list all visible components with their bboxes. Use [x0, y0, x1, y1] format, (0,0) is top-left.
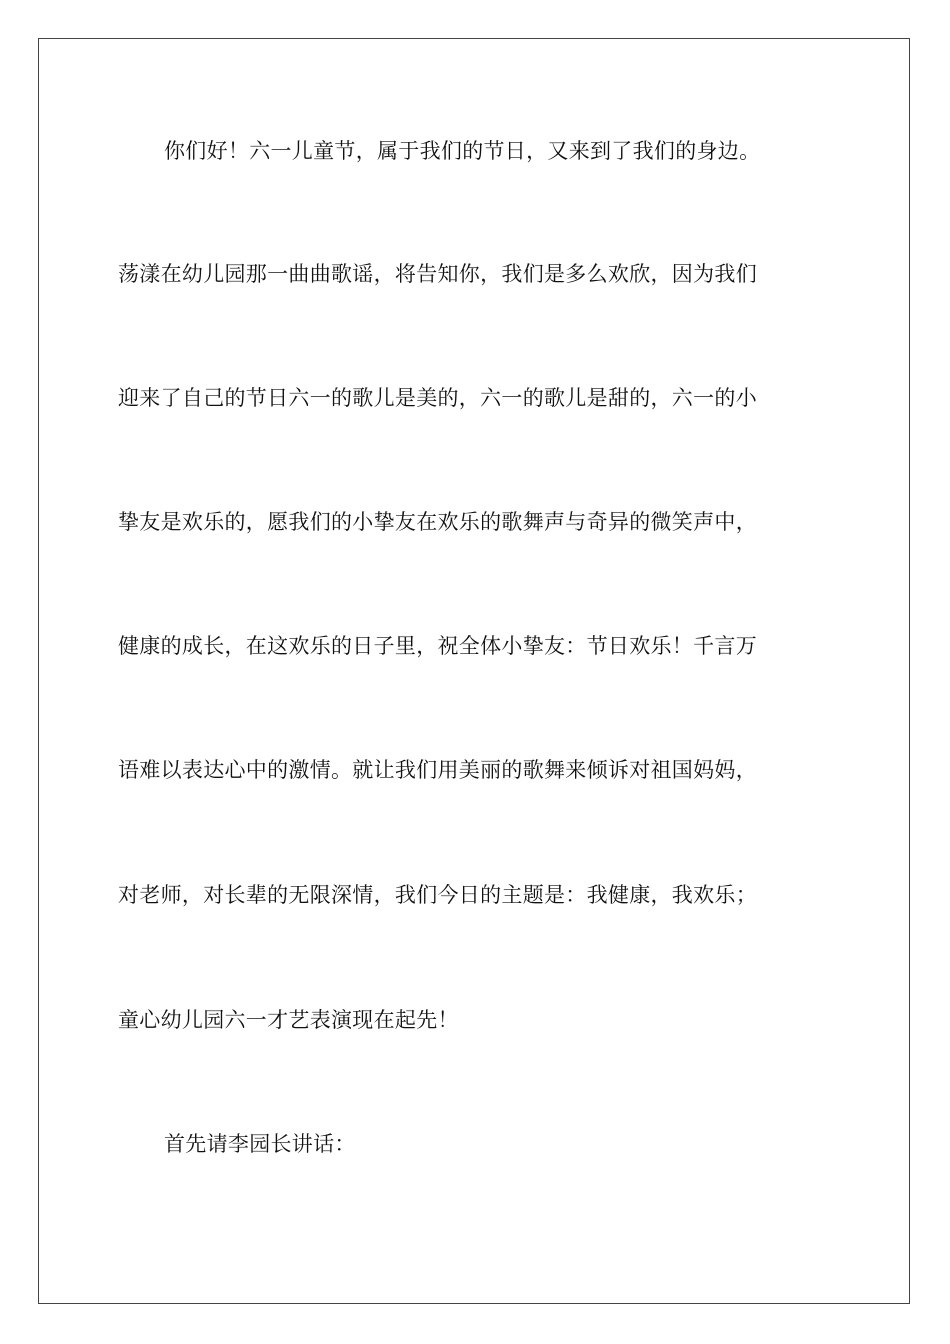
paragraph-line-4: 挚友是欢乐的，愿我们的小挚友在欢乐的歌舞声与奇异的微笑声中， — [118, 510, 757, 534]
paragraph-line-5: 健康的成长，在这欢乐的日子里，祝全体小挚友：节日欢乐！千言万 — [118, 634, 757, 658]
paragraph-line-1: 你们好！六一儿童节，属于我们的节日，又来到了我们的身边。 — [164, 139, 761, 163]
paragraph-line-2: 荡漾在幼儿园那一曲曲歌谣，将告知你，我们是多么欢欣，因为我们 — [118, 262, 757, 286]
paragraph-line-8: 童心幼儿园六一才艺表演现在起先！ — [118, 1008, 459, 1032]
paragraph-line-7: 对老师，对长辈的无限深情，我们今日的主题是：我健康，我欢乐； — [118, 883, 757, 907]
page-frame — [38, 38, 910, 1304]
paragraph-line-3: 迎来了自己的节日六一的歌儿是美的，六一的歌儿是甜的，六一的小 — [118, 386, 757, 410]
paragraph-line-9: 首先请李园长讲话： — [164, 1132, 356, 1156]
paragraph-line-6: 语难以表达心中的激情。就让我们用美丽的歌舞来倾诉对祖国妈妈， — [118, 758, 757, 782]
